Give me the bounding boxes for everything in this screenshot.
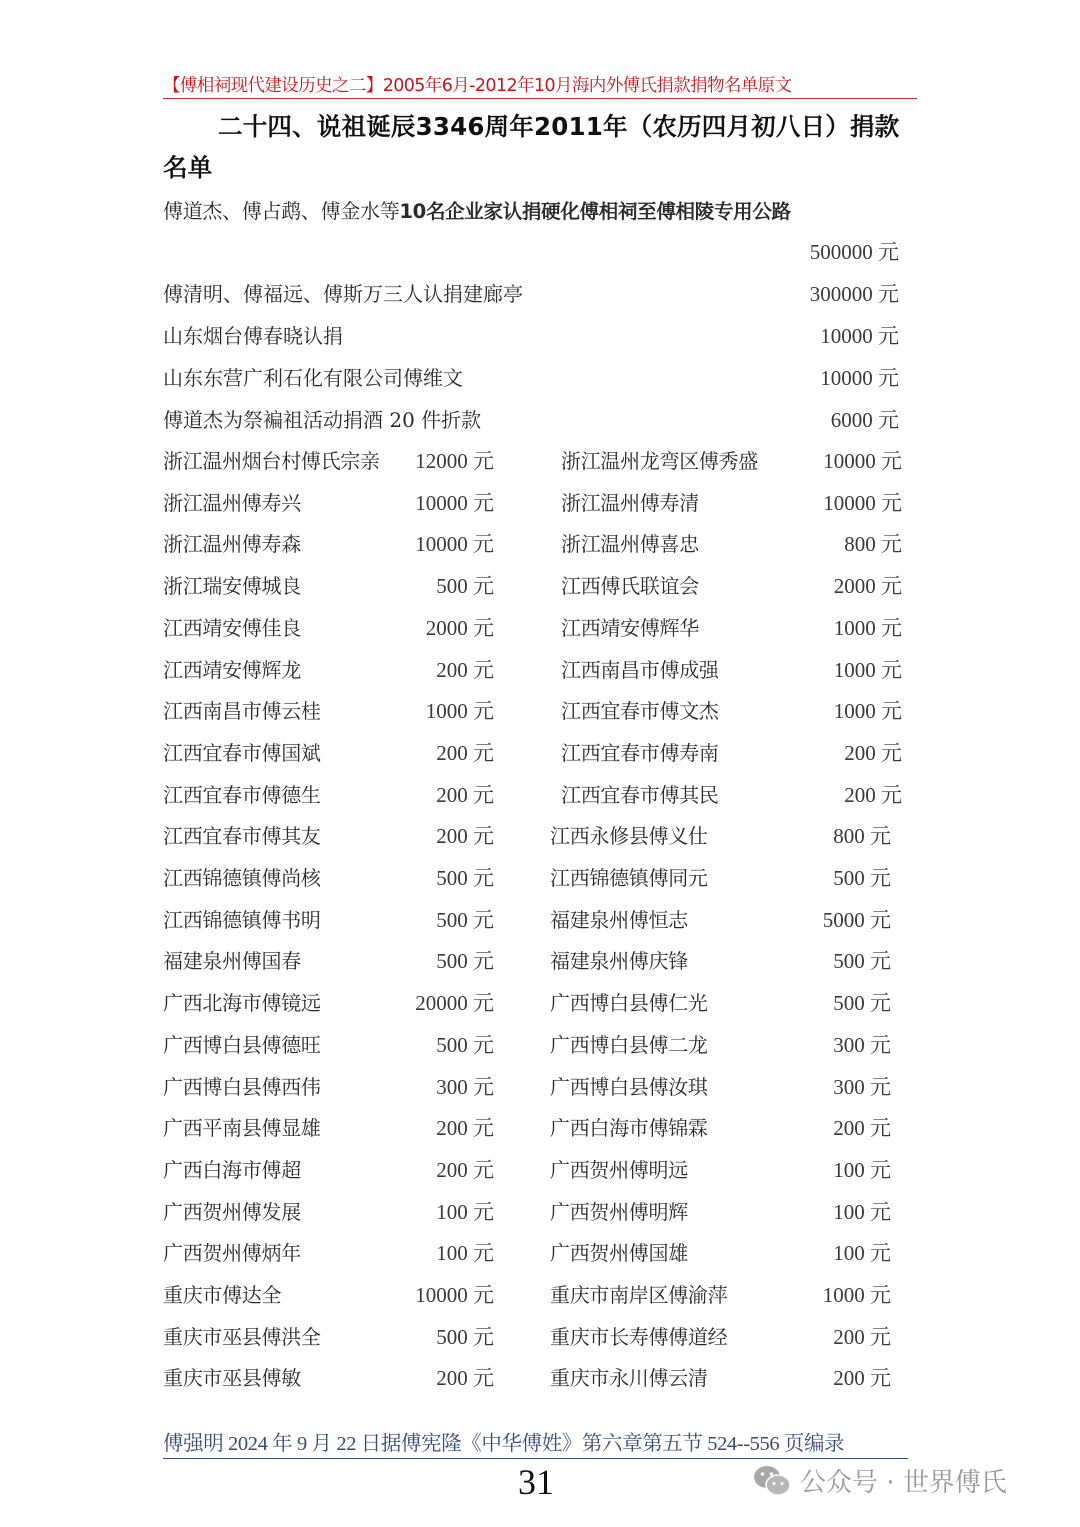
donation-amount: 10000 元 bbox=[820, 366, 899, 390]
donation-amount-left: 200 元 bbox=[436, 783, 494, 807]
donor-name: 山东东营广利石化有限公司傅维文 bbox=[163, 366, 463, 390]
donation-amount-right: 10000 元 bbox=[823, 449, 902, 473]
donation-pair-row bbox=[0, 738, 1080, 768]
donation-amount: 6000 元 bbox=[830, 408, 899, 432]
donor-name-right: 广西博白县傅仁光 bbox=[550, 991, 708, 1015]
donation-amount-right: 800 元 bbox=[844, 532, 902, 556]
donation-amount-right: 100 元 bbox=[833, 1200, 891, 1224]
donation-amount-left: 10000 元 bbox=[415, 532, 494, 556]
donor-name-right: 重庆市长寿傅傅道经 bbox=[550, 1325, 728, 1349]
watermark bbox=[752, 1462, 1007, 1499]
donation-amount-left: 10000 元 bbox=[415, 491, 494, 515]
donor-name-left: 江西宜春市傅国斌 bbox=[163, 741, 321, 765]
donation-pair-row bbox=[0, 1030, 1080, 1060]
donation-amount-right: 1000 元 bbox=[833, 699, 902, 723]
donor-name-left: 广西博白县傅德旺 bbox=[163, 1033, 321, 1057]
donation-row bbox=[163, 363, 899, 393]
donation-pair-row bbox=[0, 1155, 1080, 1185]
wechat-icon bbox=[752, 1464, 792, 1498]
donation-amount-right: 1000 元 bbox=[833, 658, 902, 682]
donor-name-right: 江西宜春市傅寿南 bbox=[561, 741, 719, 765]
donor-name-right: 广西贺州傅明辉 bbox=[550, 1200, 688, 1224]
donation-amount-left: 300 元 bbox=[436, 1075, 494, 1099]
donation-pair-row bbox=[0, 1113, 1080, 1143]
donation-amount-left: 200 元 bbox=[436, 1366, 494, 1390]
donation-pair-row bbox=[0, 1322, 1080, 1352]
donation-amount-right: 10000 元 bbox=[823, 491, 902, 515]
donor-name-right: 江西锦德镇傅同元 bbox=[550, 866, 708, 890]
donation-pair-row bbox=[0, 655, 1080, 685]
donor-name-right: 福建泉州傅庆锋 bbox=[550, 949, 688, 973]
donor-name-right: 重庆市永川傅云清 bbox=[550, 1366, 708, 1390]
donation-row bbox=[163, 321, 899, 351]
donation-amount-right: 5000 元 bbox=[822, 908, 891, 932]
donation-amount-left: 500 元 bbox=[436, 866, 494, 890]
donor-name-right: 江西宜春市傅文杰 bbox=[561, 699, 719, 723]
donation-pair-row bbox=[0, 571, 1080, 601]
donor-name-left: 江西锦德镇傅书明 bbox=[163, 908, 321, 932]
donation-amount-right: 500 元 bbox=[833, 866, 891, 890]
donation-amount: 10000 元 bbox=[820, 324, 899, 348]
donor-name-right: 江西傅氏联谊会 bbox=[561, 574, 699, 598]
donor-name-left: 重庆市巫县傅洪全 bbox=[163, 1325, 321, 1349]
watermark-text: 公众号 · 世界傅氏 bbox=[800, 1468, 1007, 1498]
donor-name-left: 福建泉州傅国春 bbox=[163, 949, 301, 973]
donation-pair-row bbox=[0, 1280, 1080, 1310]
donor-name-left: 浙江温州傅寿兴 bbox=[163, 491, 301, 515]
donor-name-right: 广西博白县傅二龙 bbox=[550, 1033, 708, 1057]
donation-amount-right: 2000 元 bbox=[833, 574, 902, 598]
donation-amount-left: 10000 元 bbox=[415, 1283, 494, 1307]
donor-name-left: 江西靖安傅佳良 bbox=[163, 616, 301, 640]
donor-name-right: 浙江温州傅喜忠 bbox=[561, 532, 699, 556]
donation-amount-left: 500 元 bbox=[436, 574, 494, 598]
donor-name-right: 重庆市南岸区傅渝萍 bbox=[550, 1283, 728, 1307]
donor-name-right: 福建泉州傅恒志 bbox=[550, 908, 688, 932]
donor-name-left: 重庆市傅达全 bbox=[163, 1283, 282, 1307]
donation-amount-left: 2000 元 bbox=[425, 616, 494, 640]
donor-name-right: 江西永修县傅义仕 bbox=[550, 824, 708, 848]
donation-pair-row bbox=[0, 905, 1080, 935]
donor-name-right: 江西南昌市傅成强 bbox=[561, 658, 719, 682]
donation-pair-row bbox=[0, 613, 1080, 643]
donor-name-right: 江西靖安傅辉华 bbox=[561, 616, 699, 640]
donation-amount: 300000 元 bbox=[809, 282, 899, 306]
donor-name: 傅道杰为祭褊祖活动捐酒 20 件折款 bbox=[163, 408, 482, 432]
donation-amount-left: 500 元 bbox=[436, 908, 494, 932]
donor-name-right: 广西白海市傅锦霖 bbox=[550, 1116, 708, 1140]
donation-amount-right: 1000 元 bbox=[822, 1283, 891, 1307]
donation-row bbox=[163, 405, 899, 435]
donation-amount-left: 500 元 bbox=[436, 949, 494, 973]
donor-name-left: 江西靖安傅辉龙 bbox=[163, 658, 301, 682]
donation-amount-right: 200 元 bbox=[833, 1366, 891, 1390]
donation-pair-row bbox=[0, 446, 1080, 476]
donation-amount-left: 200 元 bbox=[436, 741, 494, 765]
donor-name-right: 广西博白县傅汝琪 bbox=[550, 1075, 708, 1099]
donor-name-right: 浙江温州傅寿清 bbox=[561, 491, 699, 515]
donation-amount-right: 200 元 bbox=[833, 1116, 891, 1140]
donor-name-left: 广西白海市傅超 bbox=[163, 1158, 301, 1182]
donor-name: 傅清明、傅福远、傅斯万三人认捐建廊亭 bbox=[163, 282, 523, 306]
donation-pair-row bbox=[0, 946, 1080, 976]
donation-amount-right: 200 元 bbox=[844, 783, 902, 807]
donation-amount-right: 500 元 bbox=[833, 991, 891, 1015]
donation-amount-left: 12000 元 bbox=[415, 449, 494, 473]
donation-amount-left: 500 元 bbox=[436, 1033, 494, 1057]
donation-pair-row bbox=[0, 529, 1080, 559]
donor-name-right: 广西贺州傅明远 bbox=[550, 1158, 688, 1182]
donation-pair-row bbox=[0, 780, 1080, 810]
donation-pair-row bbox=[0, 1363, 1080, 1393]
donor-name-left: 浙江瑞安傅城良 bbox=[163, 574, 301, 598]
donation-amount-left: 200 元 bbox=[436, 1158, 494, 1182]
donation-amount-right: 200 元 bbox=[844, 741, 902, 765]
donor-name-left: 江西锦德镇傅尚核 bbox=[163, 866, 321, 890]
donation-amount-right: 200 元 bbox=[833, 1325, 891, 1349]
intro-plain-text: 傅道杰、傅占鹉、傅金水等 bbox=[163, 199, 400, 223]
donation-amount-right: 300 元 bbox=[833, 1033, 891, 1057]
donor-name: 山东烟台傅春晓认捐 bbox=[163, 324, 343, 348]
intro-amount: 500000 元 bbox=[809, 240, 899, 264]
donor-name-right: 浙江温州龙弯区傅秀盛 bbox=[561, 449, 758, 473]
intro-bold-text: 10名企业家认捐硬化傅相祠至傅相陵专用公路 bbox=[399, 200, 791, 223]
donation-amount-right: 1000 元 bbox=[833, 616, 902, 640]
donor-name-left: 广西贺州傅发展 bbox=[163, 1200, 301, 1224]
donor-name-left: 浙江温州烟台村傅氏宗亲 bbox=[163, 449, 380, 473]
source-note-link[interactable]: 傅强明 2024 年 9 月 22 日据傅宪隆《中华傅姓》第六章第五节 524--556 页编录 bbox=[163, 1430, 908, 1459]
donation-amount-right: 100 元 bbox=[833, 1158, 891, 1182]
donor-name-left: 江西宜春市傅其友 bbox=[163, 824, 321, 848]
donation-amount-right: 100 元 bbox=[833, 1241, 891, 1265]
donor-name-left: 广西贺州傅炳年 bbox=[163, 1241, 301, 1265]
donor-name-left: 广西博白县傅西伟 bbox=[163, 1075, 321, 1099]
donation-amount-left: 1000 元 bbox=[425, 699, 494, 723]
donation-amount-right: 500 元 bbox=[833, 949, 891, 973]
donor-name-left: 广西北海市傅镜远 bbox=[163, 991, 321, 1015]
intro-amount-row bbox=[163, 237, 899, 267]
donation-amount-left: 200 元 bbox=[436, 658, 494, 682]
donor-name-right: 广西贺州傅国雄 bbox=[550, 1241, 688, 1265]
donor-name-left: 江西南昌市傅云桂 bbox=[163, 699, 321, 723]
donor-name-left: 广西平南县傅显雄 bbox=[163, 1116, 321, 1140]
donation-pair-row bbox=[0, 1238, 1080, 1268]
donation-amount-right: 800 元 bbox=[833, 824, 891, 848]
donor-name-left: 浙江温州傅寿森 bbox=[163, 532, 301, 556]
running-header-link[interactable]: 【傅相祠现代建设历史之二】2005年6月-2012年10月海内外傅氏捐款捐物名单原文 bbox=[163, 74, 917, 99]
donation-pair-row bbox=[0, 1072, 1080, 1102]
donation-amount-left: 100 元 bbox=[436, 1200, 494, 1224]
donation-amount-left: 500 元 bbox=[436, 1325, 494, 1349]
donation-pair-row bbox=[0, 988, 1080, 1018]
donation-pair-row bbox=[0, 1197, 1080, 1227]
donation-pair-row bbox=[0, 696, 1080, 726]
donation-amount-left: 200 元 bbox=[436, 1116, 494, 1140]
donation-amount-left: 100 元 bbox=[436, 1241, 494, 1265]
donation-amount-left: 20000 元 bbox=[415, 991, 494, 1015]
donation-amount-left: 200 元 bbox=[436, 824, 494, 848]
section-title: 二十四、说祖诞辰3346周年2011年（农历四月初八日）捐款名单 bbox=[163, 112, 900, 182]
donation-pair-row bbox=[0, 863, 1080, 893]
donation-amount-right: 300 元 bbox=[833, 1075, 891, 1099]
intro-line bbox=[163, 196, 791, 227]
page-number: 31 bbox=[518, 1462, 554, 1502]
donor-name-left: 江西宜春市傅德生 bbox=[163, 783, 321, 807]
donor-name-right: 江西宜春市傅其民 bbox=[561, 783, 719, 807]
donation-pair-row bbox=[0, 821, 1080, 851]
donation-row bbox=[163, 279, 899, 309]
donation-pair-row bbox=[0, 488, 1080, 518]
donor-name-left: 重庆市巫县傅敏 bbox=[163, 1366, 301, 1390]
